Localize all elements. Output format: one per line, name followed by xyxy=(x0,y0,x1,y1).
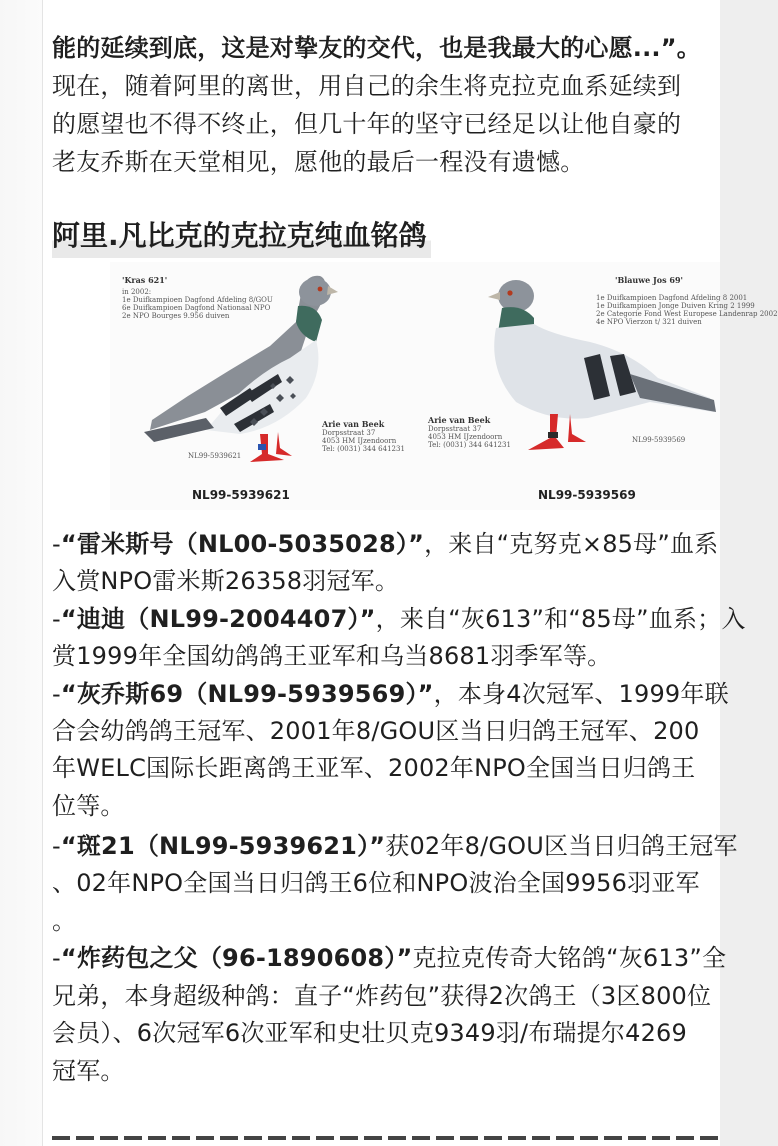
list-item xyxy=(52,676,729,712)
right-owner-name: Arie van Beek xyxy=(428,415,491,425)
entry-line: 兄弟，本身超级种鸽：直子“炸药包”获得2次鸽王（3区800位 xyxy=(52,982,712,1010)
pigeon-illustrations xyxy=(110,262,720,510)
entry-line: 合会幼鸽鸽王冠军、2001年8/GOU区当日归鸽王冠军、200 xyxy=(52,717,700,745)
list-item xyxy=(52,526,718,562)
left-owner-name: Arie van Beek xyxy=(322,419,385,429)
left-card-line: in 2002: xyxy=(122,288,152,296)
entry-title: “迪迪（NL99-2004407）” xyxy=(60,605,376,633)
left-small-ring: NL99-5939621 xyxy=(188,452,242,460)
entry-text: ，来自“克努克×85母”血系 xyxy=(424,530,719,558)
intro-line: 老友乔斯在天堂相见，愿他的最后一程没有遗憾。 xyxy=(52,148,585,176)
entry-title: “雷米斯号（NL00-5035028）” xyxy=(60,530,425,558)
left-owner-line: 4053 HM IJzendoorn xyxy=(322,437,397,445)
entry-text: ，来自“灰613”和“85母”血系；入 xyxy=(375,605,746,633)
right-card-line: 1e Duifkampioen Jonge Duiven Kring 2 1999 xyxy=(596,302,755,310)
left-owner-line: Dorpsstraat 37 xyxy=(322,429,376,437)
section-heading: 阿里.凡比克的克拉克纯血铭鸽 xyxy=(52,214,431,258)
bullet-dash: - xyxy=(52,832,61,860)
left-card-name: 'Kras 621' xyxy=(122,275,168,285)
left-card-line: 2e NPO Bourges 9.956 duiven xyxy=(122,312,230,320)
intro-line: 能的延续到底，这是对挚友的交代，也是我最大的心愿...”。 xyxy=(52,34,701,62)
entry-title: “炸药包之父（96-1890608）” xyxy=(60,944,413,972)
entry-text: 获02年8/GOU区当日归鸽王冠军 xyxy=(385,832,738,860)
left-margin xyxy=(0,0,43,1146)
entry-line: 冠军。 xyxy=(52,1057,125,1085)
right-card-line: 1e Duifkampioen Dagfond Afdeling 8 2001 xyxy=(596,294,748,302)
bullet-dash: - xyxy=(52,944,61,972)
left-card-line: 6e Duifkampioen Dagfond Nationaal NPO xyxy=(122,304,271,312)
entry-text: ，本身4次冠军、1999年联 xyxy=(433,680,729,708)
left-ring-label: NL99-5939621 xyxy=(192,488,290,502)
right-ring-label: NL99-5939569 xyxy=(538,488,636,502)
bullet-dash: - xyxy=(52,680,61,708)
dashed-divider xyxy=(52,1136,720,1140)
pigeon-photo xyxy=(110,262,778,510)
list-item xyxy=(52,940,726,976)
entry-text: 克拉克传奇大铭鸽“灰613”全 xyxy=(412,944,727,972)
list-item xyxy=(52,601,746,637)
right-small-ring: NL99-5939569 xyxy=(632,436,686,444)
bullet-dash: - xyxy=(52,605,61,633)
intro-line: 的愿望也不得不终止，但几十年的坚守已经足以让他自豪的 xyxy=(52,110,682,138)
right-owner-line: 4053 HM IJzendoorn xyxy=(428,433,503,441)
entry-line: 年WELC国际长距离鸽王亚军、2002年NPO全国当日归鸽王 xyxy=(52,754,696,782)
entry-line: 会员）、6次冠军6次亚军和史壮贝克9349羽/布瑞提尔4269 xyxy=(52,1019,687,1047)
list-item xyxy=(52,828,738,864)
right-card-name: 'Blauwe Jos 69' xyxy=(615,275,684,285)
entry-line: 。 xyxy=(52,907,77,935)
intro-line: 现在，随着阿里的离世，用自己的余生将克拉克血系延续到 xyxy=(52,72,682,100)
right-card-line: 4e NPO Vierzon t/ 321 duiven xyxy=(596,318,702,326)
entry-line: 赏1999年全国幼鸽鸽王亚军和乌当8681羽季军等。 xyxy=(52,642,612,670)
entry-title: “斑21（NL99-5939621）” xyxy=(60,832,386,860)
left-owner-line: Tel: (0031) 344 641231 xyxy=(322,445,405,453)
entry-title: “灰乔斯69（NL99-5939569）” xyxy=(60,680,434,708)
right-pigeon-image xyxy=(488,280,716,450)
right-card-line: 2e Categorie Fond West Europese Landenrap 2002 xyxy=(596,310,778,318)
bullet-dash: - xyxy=(52,530,61,558)
entry-line: 位等。 xyxy=(52,792,125,820)
entry-line: 、02年NPO全国当日归鸽王6位和NPO波治全国9956羽亚军 xyxy=(52,869,700,897)
right-owner-line: Dorpsstraat 37 xyxy=(428,425,482,433)
right-owner-line: Tel: (0031) 344 641231 xyxy=(428,441,511,449)
left-pigeon-image xyxy=(144,276,338,462)
left-card-line: 1e Duifkampioen Dagfond Afdeling 8/GOU xyxy=(122,296,273,304)
entry-line: 入赏NPO雷米斯26358羽冠军。 xyxy=(52,567,400,595)
